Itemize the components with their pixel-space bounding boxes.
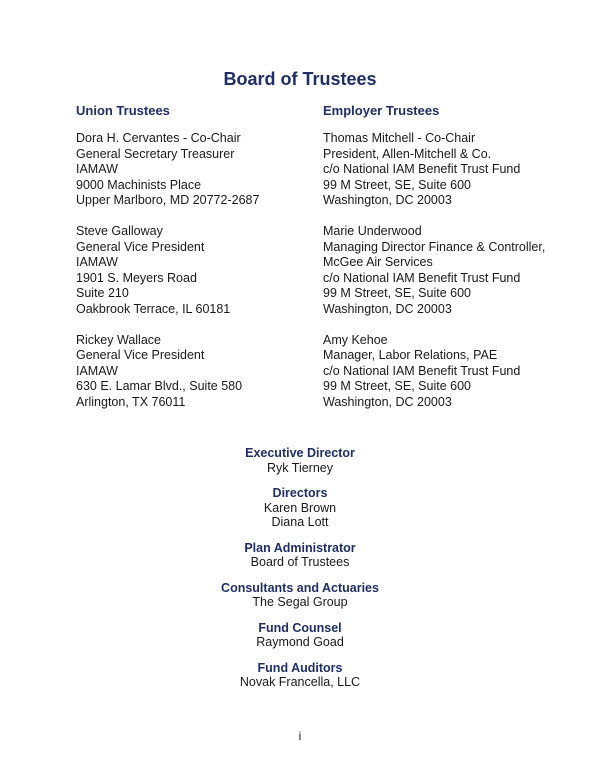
trustee-name: Amy Kehoe [323, 332, 388, 347]
officer-name: Board of Trustees [250, 555, 350, 569]
union-trustees-list [76, 131, 336, 411]
officer-name: Raymond Goad [256, 635, 344, 649]
trustee-detail-line: c/o National IAM Benefit Trust Fund [323, 162, 521, 177]
trustee-detail-line: 99 M Street, SE, Suite 600 [323, 177, 471, 192]
trustee-entry [323, 333, 583, 411]
trustee-detail-line: c/o National IAM Benefit Trust Fund [323, 363, 521, 378]
officer-role: Plan Administrator [244, 540, 356, 555]
officer-role: Executive Director [245, 446, 355, 460]
trustee-detail-line: Washington, DC 20003 [323, 193, 452, 208]
officer-name: The Segal Group [252, 595, 348, 609]
trustee-detail-line: 99 M Street, SE, Suite 600 [323, 286, 471, 301]
trustee-detail-line: 99 M Street, SE, Suite 600 [323, 379, 471, 394]
officer-name: Diana Lott [271, 515, 329, 529]
trustee-detail-line: 630 E. Lamar Blvd., Suite 580 [76, 379, 243, 394]
officers-list [0, 446, 600, 701]
trustee-detail-line: IAMAW [76, 255, 118, 270]
trustee-detail-line: Oakbrook Terrace, IL 60181 [76, 301, 231, 316]
page-title: Board of Trustees [223, 69, 377, 89]
officer-entry [0, 621, 600, 650]
employer-trustees-list [323, 131, 583, 411]
trustee-detail-line: IAMAW [76, 162, 118, 177]
trustee-name: Thomas Mitchell - Co-Chair [323, 131, 476, 145]
trustee-detail-line: Suite 210 [76, 286, 129, 301]
trustee-entry [76, 131, 336, 209]
trustee-name: Marie Underwood [323, 223, 422, 238]
trustee-detail-line: President, Allen-Mitchell & Co. [323, 146, 492, 161]
trustee-detail-line: General Vice President [76, 239, 205, 254]
trustee-detail-line: 1901 S. Meyers Road [76, 270, 197, 285]
officer-name: Ryk Tierney [267, 460, 333, 475]
officer-role: Directors [272, 486, 328, 500]
officer-name: Karen Brown [263, 500, 337, 515]
trustee-detail-line: 9000 Machinists Place [76, 177, 202, 192]
officer-entry [0, 581, 600, 610]
officer-name: Novak Francella, LLC [239, 675, 361, 689]
trustee-name: Dora H. Cervantes - Co-Chair [76, 131, 241, 145]
trustee-detail-line: IAMAW [76, 363, 118, 378]
trustee-detail-line: Upper Marlboro, MD 20772-2687 [76, 193, 260, 208]
trustee-detail-line: Managing Director Finance & Controller, [323, 239, 546, 254]
trustee-detail-line: Washington, DC 20003 [323, 394, 452, 409]
officer-entry [0, 541, 600, 570]
trustee-detail-line: Washington, DC 20003 [323, 301, 452, 316]
officer-entry [0, 486, 600, 530]
officer-role: Consultants and Actuaries [221, 580, 379, 595]
union-trustees-heading: Union Trustees [76, 103, 170, 118]
trustee-name: Rickey Wallace [76, 332, 161, 347]
page-number: i [298, 729, 302, 743]
trustee-detail-line: McGee Air Services [323, 255, 433, 270]
trustee-detail-line: General Secretary Treasurer [76, 146, 235, 161]
officer-role: Fund Auditors [257, 660, 343, 675]
trustee-entry [323, 131, 583, 209]
trustee-detail-line: Manager, Labor Relations, PAE [323, 348, 498, 363]
trustee-detail-line: General Vice President [76, 348, 205, 363]
trustee-name: Steve Galloway [76, 223, 163, 238]
employer-trustees-column [323, 103, 583, 426]
employer-trustees-heading: Employer Trustees [323, 103, 440, 118]
trustee-entry [323, 224, 583, 318]
union-trustees-column [76, 103, 336, 426]
trustee-entry [76, 224, 336, 318]
officer-entry [0, 446, 600, 475]
trustee-entry [76, 333, 336, 411]
trustee-detail-line: Arlington, TX 76011 [76, 394, 186, 409]
trustee-detail-line: c/o National IAM Benefit Trust Fund [323, 270, 521, 285]
officer-role: Fund Counsel [258, 620, 342, 635]
officer-entry [0, 661, 600, 690]
